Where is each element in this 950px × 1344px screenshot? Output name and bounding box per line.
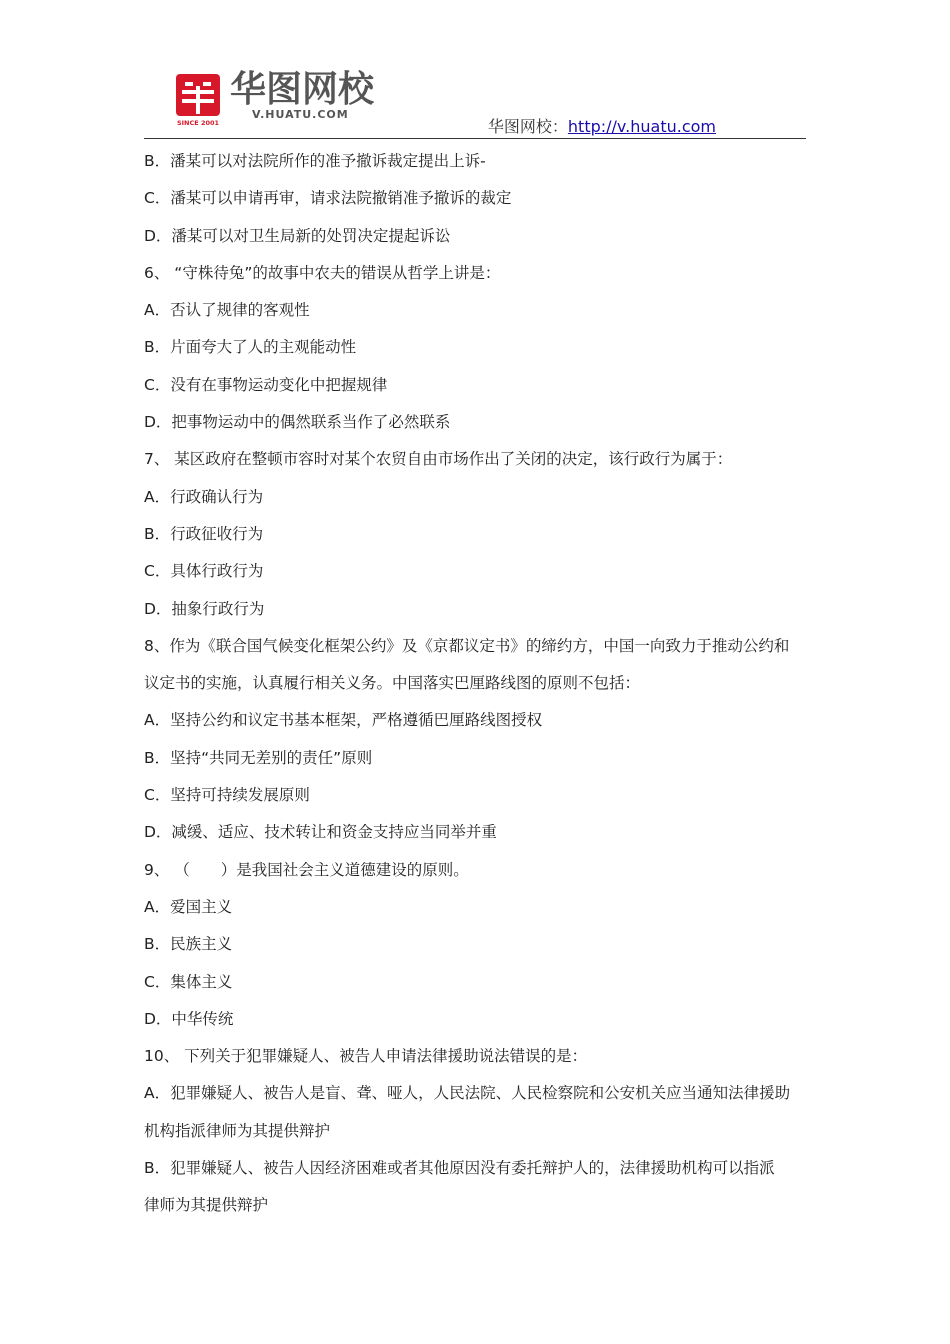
option-line: A．犯罪嫌疑人、被告人是盲、聋、哑人，人民法院、人民检察院和公安机关应当通知法律援助 bbox=[144, 1084, 791, 1103]
option-line: B．犯罪嫌疑人、被告人因经济困难或者其他原因没有委托辩护人的，法律援助机构可以指派 bbox=[144, 1159, 775, 1178]
logo-chinese-text: 华图网校 bbox=[230, 69, 375, 110]
option-line: D．中华传统 bbox=[144, 1009, 234, 1028]
option-line: A．坚持公约和议定书基本框架，严格遵循巴厘路线图授权 bbox=[144, 711, 543, 730]
option-line: A．行政确认行为 bbox=[144, 487, 264, 506]
site-url-link[interactable]: http://v.huatu.com bbox=[567, 117, 716, 136]
huatu-logo-icon bbox=[176, 74, 220, 128]
option-line: C．集体主义 bbox=[144, 972, 233, 991]
text-line: D．潘某可以对卫生局新的处罚决定提起诉讼 bbox=[144, 226, 451, 245]
option-line: B．坚持“共同无差别的责任”原则 bbox=[144, 748, 373, 767]
page-header bbox=[144, 66, 806, 139]
option-line: B．行政征收行为 bbox=[144, 524, 264, 543]
option-line: D．抽象行政行为 bbox=[144, 599, 265, 618]
question-8-stem: 8、作为《联合国气候变化框架公约》及《京都议定书》的缔约方，中国一向致力于推动公约和 bbox=[144, 636, 790, 655]
option-line: C．没有在事物运动变化中把握规律 bbox=[144, 375, 388, 394]
site-label: 华图网校： bbox=[487, 117, 568, 136]
question-content bbox=[144, 143, 808, 1225]
option-line: B．片面夸大了人的主观能动性 bbox=[144, 338, 357, 357]
text-line: C．潘某可以申请再审，请求法院撤销准予撤诉的裁定 bbox=[144, 189, 512, 208]
option-line: D．减缓、适应、技术转让和资金支持应当同举并重 bbox=[144, 823, 497, 842]
option-line-cont: 律师为其提供辩护 bbox=[144, 1196, 269, 1215]
question-8-stem-cont: 议定书的实施，认真履行相关义务。中国落实巴厘路线图的原则不包括： bbox=[144, 674, 641, 693]
option-line: A．爱国主义 bbox=[144, 897, 233, 916]
logo-english-text: V.HUATU.COM bbox=[252, 108, 349, 121]
option-line: C．坚持可持续发展原则 bbox=[144, 786, 310, 805]
question-9-stem: 9、 （ ）是我国社会主义道德建设的原则。 bbox=[144, 860, 469, 879]
question-6-stem: 6、 “守株待兔”的故事中农夫的错误从哲学上讲是： bbox=[144, 263, 501, 282]
option-line: B．民族主义 bbox=[144, 935, 233, 954]
option-line-cont: 机构指派律师为其提供辩护 bbox=[144, 1121, 331, 1140]
option-line: D．把事物运动中的偶然联系当作了必然联系 bbox=[144, 413, 451, 432]
option-line: C．具体行政行为 bbox=[144, 562, 264, 581]
option-line: A．否认了规律的客观性 bbox=[144, 301, 310, 320]
logo-since-text: SINCE 2001 bbox=[176, 119, 220, 127]
site-link-area bbox=[488, 114, 716, 137]
question-10-stem: 10、 下列关于犯罪嫌疑人、被告人申请法律援助说法错误的是： bbox=[144, 1047, 588, 1066]
question-7-stem: 7、 某区政府在整顿市容时对某个农贸自由市场作出了关闭的决定，该行政行为属于： bbox=[144, 450, 733, 469]
text-line: B．潘某可以对法院所作的准予撤诉裁定提出上诉- bbox=[144, 152, 486, 170]
